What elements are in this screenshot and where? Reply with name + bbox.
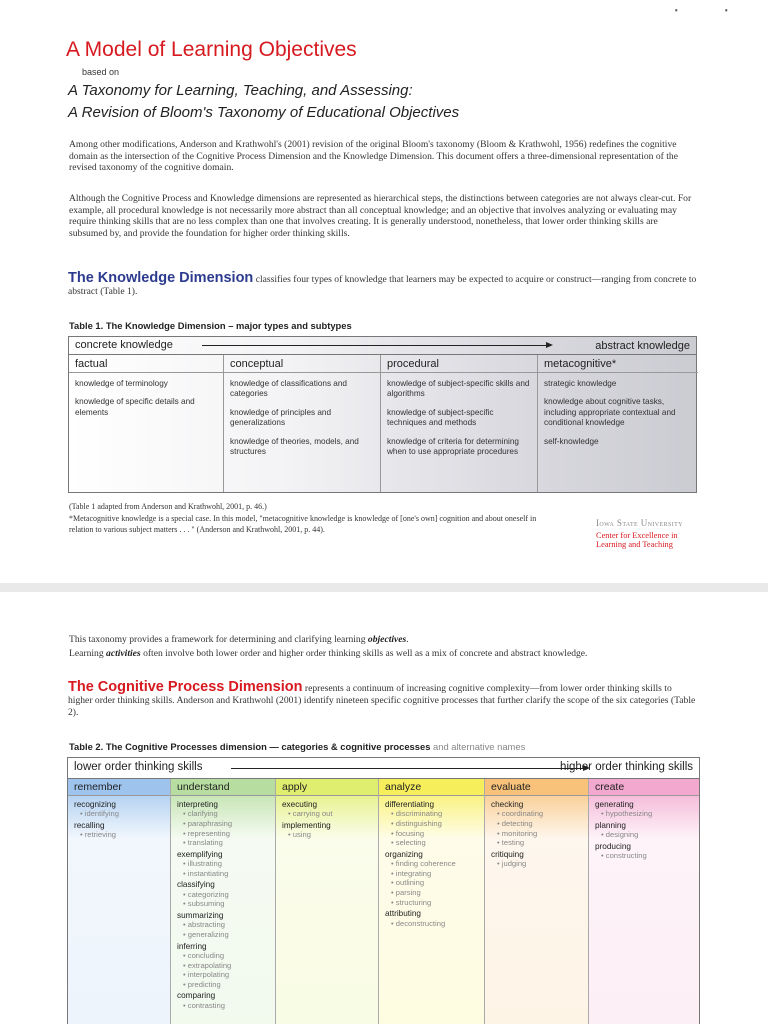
- cognitive-process-text: represents a continuum of increasing cognitive complexity—from lower order thinking skills to higher order thinking skills. Anderson and Krathwohl (2001) identify nineteen specific cognitive processes that further clarify the scope of the six categories (Table 2).: [68, 683, 696, 718]
- knowledge-subtype: self-knowledge: [544, 436, 599, 446]
- category-header: remember: [68, 779, 170, 796]
- column-items: [538, 373, 698, 461]
- arrow-right-icon: [546, 342, 553, 348]
- alternative-name: • integrating: [385, 869, 478, 879]
- category-processes: [379, 796, 484, 932]
- category-processes: [68, 796, 170, 844]
- process-column-create: [589, 779, 700, 1024]
- knowledge-dimension-heading: The Knowledge Dimension: [68, 270, 254, 286]
- objectives-paragraph: [69, 634, 694, 646]
- column-header: procedural: [381, 355, 537, 373]
- cognitive-process: interpreting: [177, 800, 218, 809]
- table2-arrow-line: [231, 768, 584, 769]
- alternative-name: • constructing: [595, 851, 693, 861]
- isu-logo: [596, 519, 683, 550]
- table2-caption-main: Table 2. The Cognitive Processes dimension — categories & cognitive processes: [69, 741, 431, 752]
- knowledge-subtype: knowledge of classifications and categories: [230, 379, 347, 399]
- alternative-name: • outlining: [385, 878, 478, 888]
- cognitive-process-heading: The Cognitive Process Dimension: [68, 679, 303, 695]
- process-column-analyze: [379, 779, 485, 1024]
- cognitive-process: critiquing: [491, 849, 524, 859]
- activities-paragraph-start: Learning: [69, 648, 107, 659]
- knowledge-subtype: knowledge about cognitive tasks, including appropriate contextual and conditional knowledge: [544, 397, 676, 428]
- alternative-name: • designing: [595, 830, 693, 840]
- knowledge-subtype: knowledge of theories, models, and structures: [230, 436, 359, 457]
- activities-paragraph-text: often involve both lower order and higher order thinking skills as well as a mix of concrete and abstract knowledge.: [140, 648, 588, 659]
- cognitive-process: inferring: [177, 941, 207, 951]
- objectives-emphasis: objectives: [367, 634, 407, 645]
- category-header: apply: [276, 779, 378, 796]
- isu-center-line-1: Center for Excellence in: [596, 530, 678, 540]
- alternative-name: • distinguishing: [385, 819, 478, 829]
- category-header: evaluate: [485, 779, 588, 796]
- alternative-name: • categorizing: [177, 890, 269, 900]
- alternative-name: • interpolating: [177, 970, 269, 980]
- knowledge-column-procedural: [381, 355, 538, 492]
- knowledge-column-metacognitive: [538, 355, 698, 492]
- metacognitive-footnote: *Metacognitive knowledge is a special case. In this model, "metacognitive knowledge is knowledge of [one's own] cognition and about oneself in relation to various subject matters . . . " (Anderson and Krathwohl, 2001, p. 44).: [69, 514, 537, 534]
- column-header: conceptual: [224, 355, 380, 373]
- cognitive-process: executing: [282, 800, 318, 809]
- alternative-name: • judging: [491, 859, 582, 869]
- alternative-name: • predicting: [177, 980, 269, 990]
- category-header: create: [589, 779, 699, 796]
- table1-low-label: concrete knowledge: [75, 339, 173, 351]
- alternative-name: • translating: [177, 838, 269, 848]
- column-items: [381, 373, 537, 471]
- table2-high-label: higher order thinking skills: [560, 761, 693, 773]
- alternative-name: • deconstructing: [385, 919, 478, 929]
- column-header: factual: [69, 355, 223, 373]
- category-processes: [485, 796, 588, 873]
- alternative-name: • illustrating: [177, 859, 269, 869]
- cognitive-process: exemplifying: [177, 849, 223, 859]
- knowledge-dimension-table: [68, 336, 697, 493]
- intro-paragraph-1: Among other modifications, Anderson and Krathwohl's (2001) revision of the original Bloom's taxonomy (Bloom & Krathwohl, 1956) redefines the cognitive domain as the intersection of the Cognitive Process Dimension and the Knowledge Dimension. This document offers a three-dimensional representation of the revised taxonomy of the cognitive domain.: [69, 139, 678, 174]
- intro-paragraph-2: Although the Cognitive Process and Knowledge dimensions are represented as hierarchical steps, the distinctions between categories are not always clear-cut. For example, all procedural knowledge is not necessarily more abstract than all conceptual knowledge; and an objective that involves analyzing or evaluating may require thinking skills that are no less complex than one that involves creating. It is generally understood, nonetheless, that lower order thinking skills are subsumed by, and provide the foundation for higher order thinking skills.: [69, 193, 692, 239]
- activities-paragraph: [69, 648, 694, 660]
- alternative-name: • parsing: [385, 888, 478, 898]
- knowledge-subtype: knowledge of criteria for determining when to use appropriate procedures: [387, 436, 519, 457]
- knowledge-column-factual: [69, 355, 224, 492]
- cognitive-process: classifying: [177, 880, 215, 890]
- subtitle-line-1: A Taxonomy for Learning, Teaching, and Assessing:: [68, 82, 413, 99]
- alternative-name: • extrapolating: [177, 961, 269, 971]
- alternative-name: • representing: [177, 829, 269, 839]
- alternative-name: • discriminating: [385, 809, 478, 819]
- knowledge-subtype: knowledge of terminology: [75, 379, 168, 388]
- alternative-name: • selecting: [385, 838, 478, 848]
- alternative-name: • concluding: [177, 951, 269, 961]
- cognitive-process-section: [68, 681, 698, 719]
- cognitive-process: attributing: [385, 909, 421, 919]
- process-column-evaluate: [485, 779, 589, 1024]
- objectives-paragraph-text: This taxonomy provides a framework for determining and clarifying learning: [69, 634, 368, 645]
- category-header: analyze: [379, 779, 484, 796]
- knowledge-subtype: knowledge of principles and generalizations: [230, 407, 332, 428]
- column-items: [224, 373, 380, 471]
- alternative-name: • subsuming: [177, 899, 269, 909]
- table2-caption: [69, 741, 525, 752]
- knowledge-dimension-text: classifies four types of knowledge that learners may be expected to acquire or construct—ranging from concrete to abstract (Table 1).: [68, 274, 697, 297]
- table1-high-label: abstract knowledge: [595, 340, 690, 352]
- alternative-name: • carrying out: [282, 809, 372, 819]
- cognitive-process: recognizing: [74, 800, 116, 809]
- page-dots-decoration: • •: [674, 6, 750, 17]
- alternative-name: • generalizing: [177, 930, 269, 940]
- table2-arrow-row: [68, 758, 699, 779]
- category-processes: [589, 796, 699, 865]
- cognitive-process-table: [67, 757, 700, 1024]
- knowledge-column-conceptual: [224, 355, 381, 492]
- alternative-name: • instantiating: [177, 869, 269, 879]
- alternative-name: • coordinating: [491, 809, 582, 819]
- table1-caption: Table 1. The Knowledge Dimension – major types and subtypes: [69, 320, 352, 331]
- isu-center-line-2: Learning and Teaching: [596, 540, 673, 550]
- cognitive-process: recalling: [74, 821, 105, 830]
- activities-emphasis: activities: [106, 648, 141, 659]
- cognitive-process: comparing: [177, 991, 216, 1001]
- column-header: metacognitive*: [538, 355, 698, 373]
- alternative-name: • detecting: [491, 819, 582, 829]
- table2-caption-alt: and alternative names: [430, 741, 526, 752]
- alternative-name: • hypothesizing: [595, 809, 693, 819]
- alternative-name: • retrieving: [74, 830, 164, 840]
- alternative-name: • finding coherence: [385, 859, 478, 869]
- column-items: [69, 373, 223, 432]
- table1-arrow-line: [202, 345, 547, 346]
- cognitive-process: differentiating: [385, 800, 435, 809]
- knowledge-dimension-section: [68, 272, 698, 298]
- knowledge-subtype: knowledge of subject-specific techniques and methods: [387, 407, 494, 428]
- alternative-name: • paraphrasing: [177, 819, 269, 829]
- alternative-name: • structuring: [385, 898, 478, 908]
- alternative-name: • clarifying: [177, 809, 269, 819]
- table2-low-label: lower order thinking skills: [74, 761, 203, 773]
- process-column-remember: [68, 779, 171, 1024]
- cognitive-process: planning: [595, 821, 626, 830]
- cognitive-process: generating: [595, 800, 634, 809]
- knowledge-subtype: knowledge of specific details and elements: [75, 397, 195, 417]
- alternative-name: • contrasting: [177, 1001, 269, 1011]
- cognitive-process: producing: [595, 842, 631, 851]
- category-processes: [171, 796, 275, 1014]
- process-column-apply: [276, 779, 379, 1024]
- cognitive-process: checking: [491, 800, 524, 809]
- cognitive-process: implementing: [282, 821, 331, 830]
- table1-arrow-row: [69, 337, 696, 355]
- category-processes: [276, 796, 378, 844]
- document-title: A Model of Learning Objectives: [66, 38, 357, 61]
- alternative-name: • focusing: [385, 829, 478, 839]
- table1-source-note: (Table 1 adapted from Anderson and Krathwohl, 2001, p. 46.): [69, 502, 267, 511]
- subtitle-line-2: A Revision of Bloom's Taxonomy of Educational Objectives: [68, 104, 460, 121]
- knowledge-subtype: strategic knowledge: [544, 379, 617, 388]
- cognitive-process: summarizing: [177, 910, 224, 920]
- alternative-name: • identifying: [74, 809, 164, 819]
- based-on-label: based on: [82, 67, 120, 77]
- category-header: understand: [171, 779, 275, 796]
- cognitive-process: organizing: [385, 849, 423, 859]
- alternative-name: • monitoring: [491, 829, 582, 839]
- process-column-understand: [171, 779, 276, 1024]
- isu-university-name: Iowa State University: [596, 518, 683, 528]
- knowledge-subtype: knowledge of subject-specific skills and algorithms: [387, 379, 530, 399]
- alternative-name: • using: [282, 830, 372, 840]
- objectives-paragraph-end: .: [406, 634, 409, 645]
- alternative-name: • abstracting: [177, 920, 269, 930]
- alternative-name: • testing: [491, 838, 582, 848]
